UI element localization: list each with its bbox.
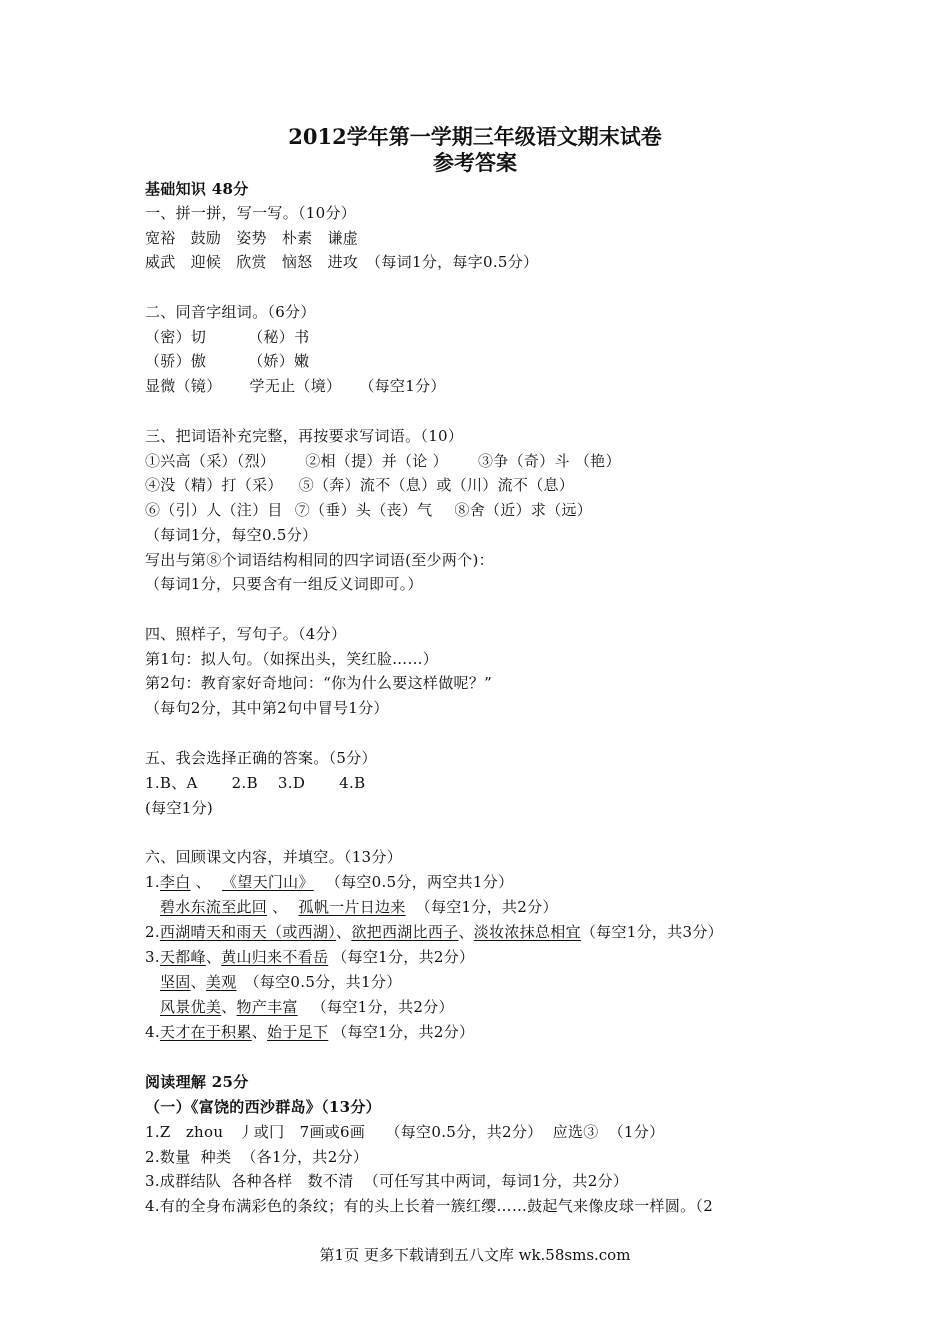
page-footer: 第1页 更多下载请到五八文库 wk.58sms.com [319, 1246, 631, 1264]
r1-header: （一）《富饶的西沙群岛》（13分） [145, 1098, 381, 1116]
section-header-reading: 阅读理解 25分 [145, 1073, 249, 1091]
s1-word: 鼓励 [190, 229, 222, 247]
s1-word: 宽裕 [145, 229, 176, 247]
s6-note: （每空0.5分，两空共1分） [325, 873, 514, 891]
s2-header: 二、同音字组词。（6分） [145, 303, 316, 321]
s2-row2 [145, 350, 309, 372]
s6-sep: 、 [336, 923, 352, 941]
s6-answer: 西湖晴天和雨天（或西湖） [159, 923, 337, 941]
s2-cell: （骄）傲 [145, 352, 207, 370]
s6-q1b [160, 896, 558, 918]
s1-word: 威武 [145, 253, 176, 271]
s5-answer: 3.D [277, 774, 306, 792]
s3-item: ⑦（垂）头（丧）气 [294, 501, 433, 519]
s3-row2 [145, 474, 574, 496]
s3-task: 写出与第⑧个词语结构相同的四字词语(至少两个)： [145, 551, 494, 569]
s6-answer: 坚固 [160, 973, 191, 991]
s1-word: 迎候 [190, 253, 222, 271]
s2-row3 [145, 375, 446, 397]
s6-note: （每空1分，共2分） [332, 1023, 475, 1041]
s4-line3: （每句2分，其中第2句中冒号1分） [145, 699, 389, 717]
s4-header: 四、照样子，写句子。（4分） [145, 625, 347, 643]
s2-cell: 学无止（境） [249, 377, 342, 395]
s6-sep: 、 [190, 973, 206, 991]
s6-num: 2. [145, 923, 160, 941]
s6-note: （每空0.5分，共1分） [244, 973, 402, 991]
s6-header: 六、回顾课文内容，并填空。（13分） [145, 848, 402, 866]
s6-note: （每空1分，共2分） [415, 898, 558, 916]
s1-word: 恼怒 [281, 253, 313, 271]
s2-cell: （密）切 [145, 328, 207, 346]
s6-sep: 、 [251, 1023, 268, 1041]
s6-answer: 天才在于积累 [159, 1023, 252, 1041]
s4-line2: 第2句：教育家好奇地问：“你为什么要这样做呢？” [145, 674, 493, 692]
s6-answer: 天都峰 [159, 948, 206, 966]
r1-line2: 2.数量 种类 （各1分，共2分） [145, 1148, 369, 1166]
s3-row1 [145, 450, 621, 472]
s3-note1: （每词1分，每空0.5分） [145, 526, 318, 544]
s1-word: 进攻 [327, 253, 359, 271]
s6-note: （每空1分，共2分） [332, 948, 475, 966]
s2-row1 [145, 326, 309, 348]
s6-sep: 、 [267, 898, 293, 916]
s6-q4 [145, 1021, 474, 1043]
s6-answer: 欲把西湖比西子 [351, 923, 459, 941]
s2-cell: 显微（镜） [145, 377, 222, 395]
s1-word: 欣赏 [236, 253, 267, 271]
section-header-basic: 基础知识 48分 [145, 180, 249, 198]
document-title: 2012学年第一学期三年级语文期末试卷 [288, 124, 662, 149]
s6-sep: 、 [205, 948, 222, 966]
s2-cell: （秘）书 [248, 328, 310, 346]
s5-answers [145, 772, 365, 794]
s3-item: ④没（精）打（采） [145, 476, 283, 494]
s6-note: （每空1分，共3分） [580, 923, 723, 941]
s6-answer: 黄山归来不看岳 [221, 948, 329, 966]
s6-num: 3. [145, 948, 160, 966]
s6-answer: 淡妆浓抹总相宜 [473, 923, 581, 941]
s6-note: （每空1分，共2分） [311, 998, 454, 1016]
s5-answer: 2.B [231, 774, 258, 792]
s3-item: ⑥（引）人（注）目 [145, 501, 283, 519]
s3-item: ③争（奇）斗 （艳） [477, 452, 621, 470]
s1-word: 谦虚 [327, 229, 359, 247]
s6-answer: 李白 [159, 873, 191, 891]
s1-line2 [145, 251, 538, 273]
s1-word: 朴素 [281, 229, 313, 247]
s6-answer: 《望天门山》 [221, 873, 314, 891]
s6-q2 [145, 921, 723, 943]
s6-num: 4. [145, 1023, 160, 1041]
s1-word: 姿势 [236, 229, 267, 247]
s6-q1a [145, 871, 513, 893]
s6-answer: 物产丰富 [236, 998, 298, 1016]
s6-answer: 孤帆一片日边来 [298, 898, 406, 916]
s6-answer: 始于足下 [267, 1023, 329, 1041]
s3-item: ②相（提）并（论 ） [305, 452, 448, 470]
s2-cell: （娇）嫩 [248, 352, 310, 370]
s6-sep: 、 [458, 923, 474, 941]
s5-answer: 4.B [339, 774, 366, 792]
s6-num: 1. [145, 873, 160, 891]
s5-answer: 1.B、A [145, 774, 198, 792]
s3-item: ⑧舍（近）求（远） [454, 501, 593, 519]
s6-q3a [145, 946, 474, 968]
r1-line4: 4.有的全身布满彩色的条纹；有的头上长着一簇红缨……鼓起气来像皮球一样圆。（2 [145, 1197, 714, 1215]
s2-note: （每空1分） [359, 377, 446, 395]
s6-answer: 碧水东流至此回 [160, 898, 268, 916]
s6-q3c [160, 996, 454, 1018]
s4-line1: 第1句：拟人句。（如探出头，笑红脸……） [145, 650, 439, 668]
s3-item: ⑤（奔）流不（息）或（川）流不（息） [298, 476, 575, 494]
s3-row3 [145, 499, 592, 521]
s6-answer: 美观 [205, 973, 237, 991]
s6-sep: 、 [221, 998, 237, 1016]
s5-header: 五、我会选择正确的答案。（5分） [145, 749, 377, 767]
s6-answer: 风景优美 [160, 998, 222, 1016]
document-subtitle: 参考答案 [433, 150, 517, 175]
s1-header: 一、拼一拼，写一写。（10分） [145, 204, 357, 222]
s6-q3b [160, 971, 402, 993]
s3-note2: （每词1分，只要含有一组反义词即可。） [145, 575, 423, 593]
s1-note: （每词1分，每字0.5分） [366, 253, 539, 271]
s1-line1 [145, 227, 358, 249]
r1-line1: 1.Z zhou 丿或冂 7画或6画 （每空0.5分，共2分） 应选③ （1分） [145, 1123, 665, 1141]
s6-sep: 、 [190, 873, 216, 891]
s3-header: 三、把词语补充完整，再按要求写词语。（10） [145, 427, 464, 445]
s3-item: ①兴高（采）（烈） [145, 452, 276, 470]
s5-note: (每空1分) [145, 799, 214, 817]
r1-line3: 3.成群结队 各种各样 数不清 （可任写其中两词，每词1分，共2分） [145, 1172, 629, 1190]
